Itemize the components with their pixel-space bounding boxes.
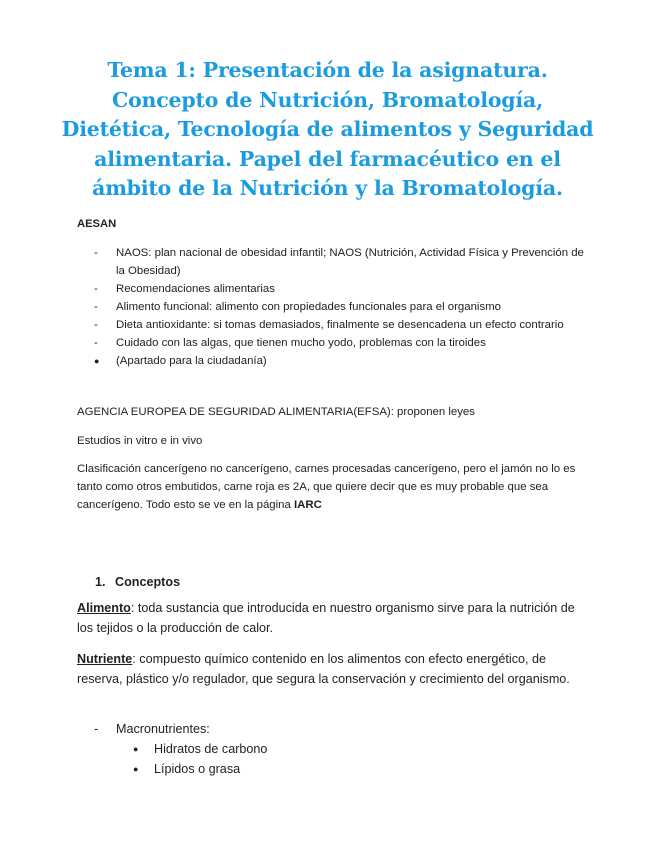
- iarc-bold: IARC: [294, 499, 322, 511]
- section-heading: 1. Conceptos: [95, 575, 181, 589]
- macronutrientes-sublist: [77, 739, 577, 779]
- list-item: - Dieta antioxidante: si tomas demasiados, finalmente se desencadena un efecto contrario: [94, 319, 564, 331]
- list-item: ● Lípidos o grasa: [133, 762, 241, 776]
- list-item: - Recomendaciones alimentarias: [94, 283, 275, 295]
- aesan-list: [77, 244, 587, 370]
- list-item: - Cuidado con las algas, que tienen mucho yodo, problemas con la tiroides: [94, 337, 486, 349]
- nutriente-paragraph: Nutriente: compuesto químico contenido en los alimentos con efecto energético, de reserva, plástico y/o regulador, que segura la conservación y crecimiento del organismo.: [77, 652, 570, 686]
- estudios-paragraph: Estudios in vitro e in vivo: [77, 435, 203, 447]
- document-title: Tema 1: Presentación de la asignatura. Concepto de Nutrición, Bromatología, Dietética, Tecnología de alimentos y Seguridad alimentaria. Papel del farmacéutico en el ámbito de la Nutrición y la Bromatología.: [61, 58, 594, 200]
- efsa-paragraph: AGENCIA EUROPEA DE SEGURIDAD ALIMENTARIA(EFSA): proponen leyes: [77, 406, 475, 418]
- aesan-heading: AESAN: [77, 218, 117, 230]
- list-item: ● (Apartado para la ciudadanía): [94, 355, 267, 367]
- alimento-term: Alimento: [77, 601, 131, 615]
- list-item: ● Hidratos de carbono: [133, 742, 268, 756]
- list-item: - Alimento funcional: alimento con propiedades funcionales para el organismo: [94, 301, 501, 313]
- list-item: - Macronutrientes:: [94, 722, 210, 736]
- clasificacion-paragraph: Clasificación cancerígeno no cancerígeno, carnes procesadas cancerígeno, pero el jamón no lo es tanto como otros embutidos, carne roja es 2A, que quiere decir que es muy probable que sea cancerígeno. Todo esto se ve en la página IARC: [77, 463, 576, 511]
- alimento-paragraph: Alimento: toda sustancia que introducida en nuestro organismo sirve para la nutrición de los tejidos o la producción de calor.: [77, 601, 575, 635]
- list-item: - NAOS: plan nacional de obesidad infantil; NAOS (Nutrición, Actividad Física y Prevención de la Obesidad): [94, 247, 584, 277]
- macronutrientes-list: [77, 719, 577, 779]
- nutriente-term: Nutriente: [77, 652, 133, 666]
